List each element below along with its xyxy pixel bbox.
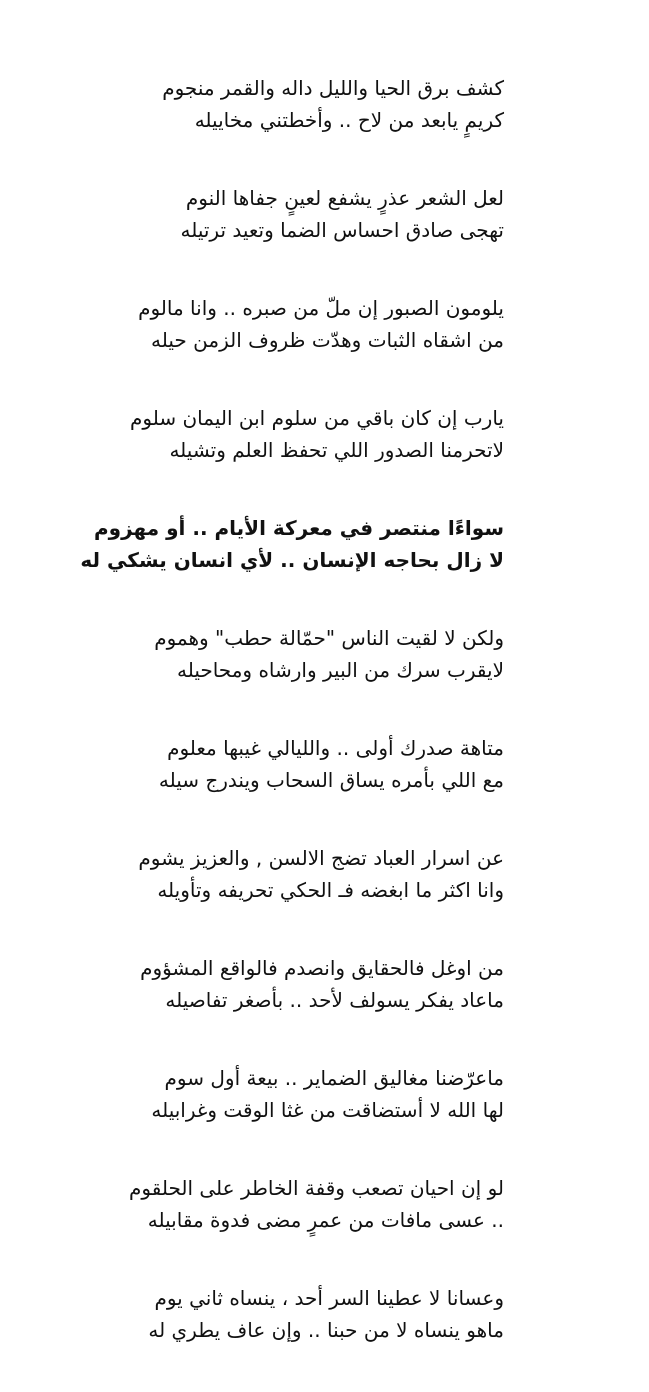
poem-line: .. عسى مافات من عمرٍ مضى فدوة مقابيله bbox=[147, 1208, 504, 1232]
poem-line-bold: لا زال بحاجه الإنسان .. لأي انسان يشكي له bbox=[80, 548, 504, 572]
stanza-10 bbox=[0, 1062, 649, 1126]
poem bbox=[0, 72, 649, 1392]
poem-line: مع اللي بأمره يساق السحاب ويندرج سيله bbox=[158, 768, 504, 792]
stanza-11 bbox=[0, 1172, 649, 1236]
poem-line: كريمٍ يابعد من لاح .. وأخطتني مخاييله bbox=[194, 108, 504, 132]
stanza-8 bbox=[0, 842, 649, 906]
poem-line: ماعاد يفكر يسولف لأحد .. بأصغر تفاصيله bbox=[165, 988, 504, 1012]
poem-line: يارب إن كان باقي من سلوم ابن اليمان سلوم bbox=[130, 406, 504, 430]
poem-line: وانا اكثر ما ابغضه فـ الحكي تحريفه وتأويله bbox=[157, 878, 504, 902]
stanza-7 bbox=[0, 732, 649, 796]
poem-line: لها الله لا أستضاقت من غثا الوقت وغرابيله bbox=[151, 1098, 504, 1122]
poem-line: ماعرّضنا مغاليق الضماير .. بيعة أول سوم bbox=[164, 1066, 504, 1090]
poem-line: ولكن لا لقيت الناس "حمّالة حطب" وهموم bbox=[154, 626, 504, 650]
poem-line: وعسانا لا عطينا السر أحد ، ينساه ثاني يوم bbox=[154, 1286, 504, 1310]
stanza-4 bbox=[0, 402, 649, 466]
poem-line-bold: سواءًا منتصر في معركة الأيام .. أو مهزوم bbox=[94, 516, 504, 540]
stanza-1 bbox=[0, 72, 649, 136]
stanza-9 bbox=[0, 952, 649, 1016]
stanza-3 bbox=[0, 292, 649, 356]
poem-line: من اشقاه الثبات وهدّت ظروف الزمن حيله bbox=[151, 328, 504, 352]
poem-line: تهجى صادق احساس الضما وتعيد ترتيله bbox=[180, 218, 504, 242]
poem-line: لو إن احيان تصعب وقفة الخاطر على الحلقوم bbox=[128, 1176, 504, 1200]
stanza-5-bold bbox=[0, 512, 649, 576]
poem-line: لايقرب سرك من البير وارشاه ومحاحيله bbox=[176, 658, 504, 682]
poem-line: من اوغل فالحقايق وانصدم فالواقع المشؤوم bbox=[140, 956, 504, 980]
stanza-12 bbox=[0, 1282, 649, 1346]
poem-line: لعل الشعر عذرٍ يشفع لعينٍ جفاها النوم bbox=[185, 186, 504, 210]
poem-line: يلومون الصبور إن ملّ من صبره .. وانا مالوم bbox=[138, 296, 504, 320]
poem-line: ماهو ينساه لا من حبنا .. وإن عاف يطري له bbox=[148, 1318, 504, 1342]
poem-line: كشف برق الحيا والليل داله والقمر منجوم bbox=[162, 76, 504, 100]
poem-line: لاتحرمنا الصدور اللي تحفظ العلم وتشيله bbox=[169, 438, 504, 462]
poem-line: متاهة صدرك أولى .. والليالي غيبها معلوم bbox=[167, 736, 504, 760]
poem-line: عن اسرار العباد تضج الالسن , والعزيز يشوم bbox=[138, 846, 504, 870]
stanza-2 bbox=[0, 182, 649, 246]
stanza-6 bbox=[0, 622, 649, 686]
